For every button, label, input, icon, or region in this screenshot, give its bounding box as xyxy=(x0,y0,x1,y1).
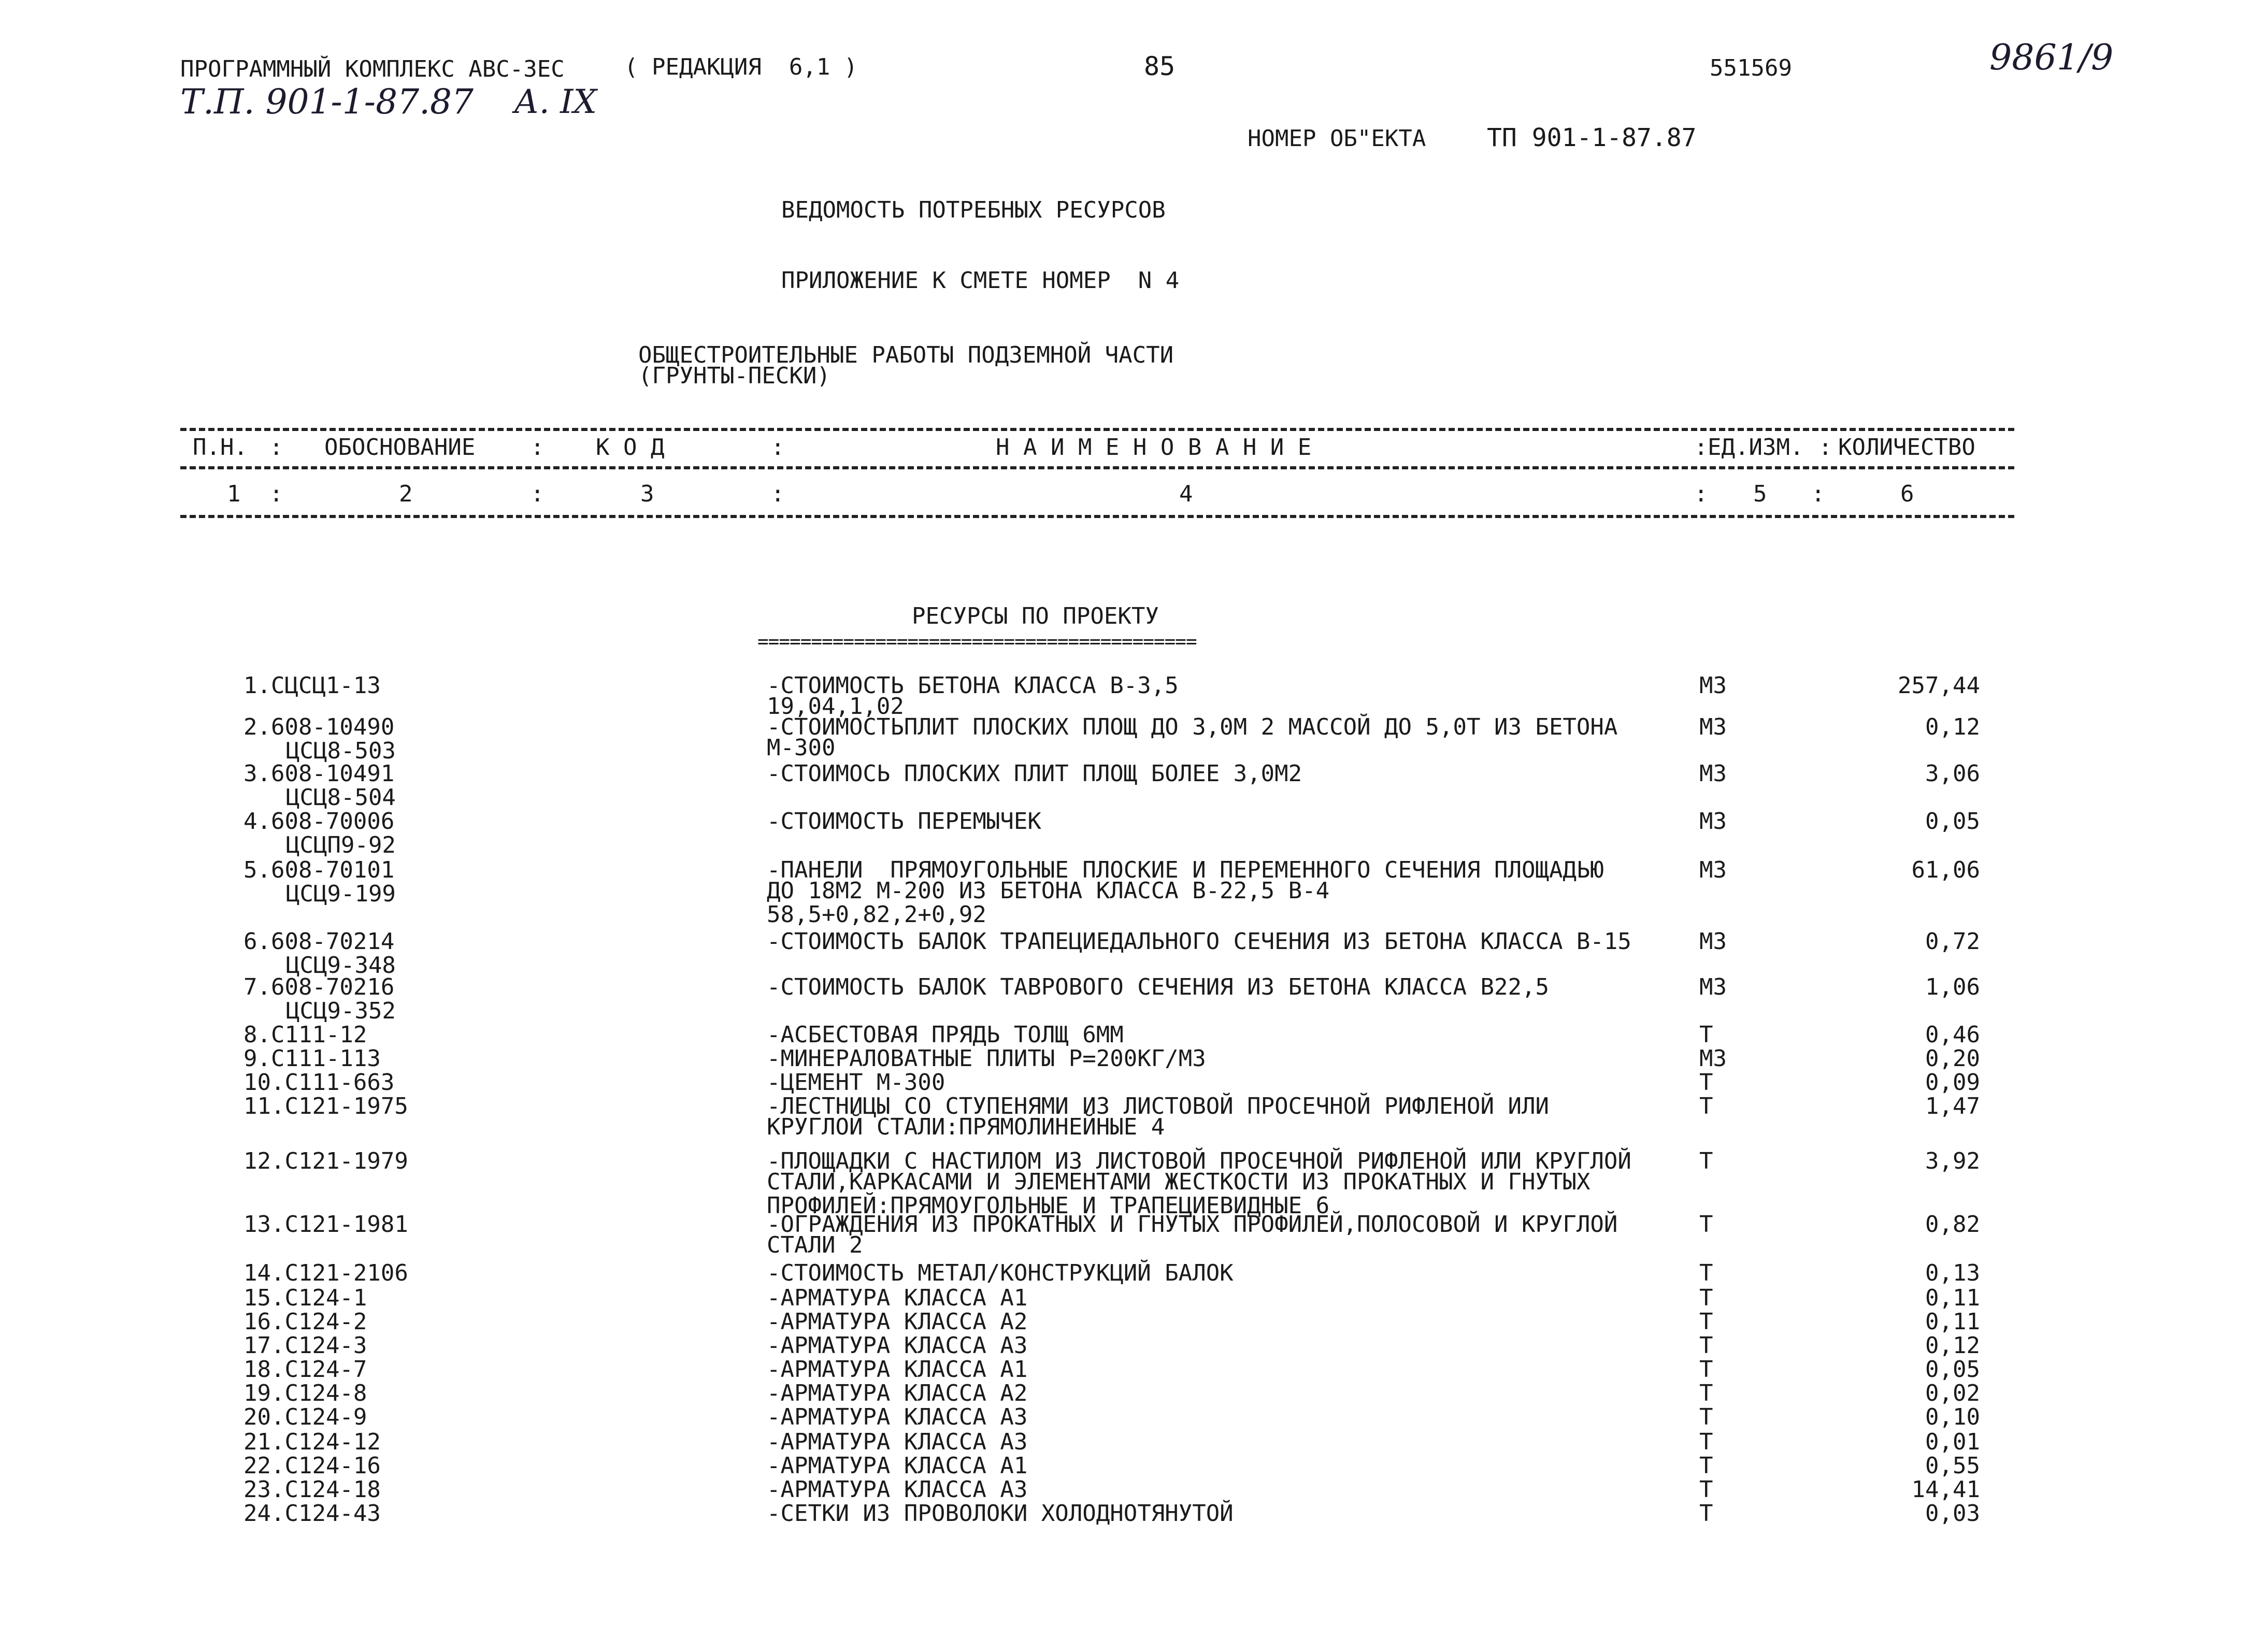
resource-name: -СТОИМОСТЬ ПЕРЕМЫЧЕК xyxy=(767,808,1041,835)
resource-unit: Т xyxy=(1699,1429,1713,1455)
resource-name-cont: КРУГЛОЙ СТАЛИ:ПРЯМОЛИНЕЙНЫЕ 4 xyxy=(767,1114,1165,1140)
resource-unit: Т xyxy=(1699,1453,1713,1479)
resource-unit: Т xyxy=(1699,1404,1713,1430)
resource-code: 2.608-10490 xyxy=(243,714,395,740)
resource-price-code: ЦСЦ9-352 xyxy=(286,998,396,1024)
col-sep: : xyxy=(1694,481,1708,507)
col-number-5: 5 xyxy=(1753,481,1767,507)
table-rule-top xyxy=(180,428,2014,431)
resource-unit: Т xyxy=(1699,1093,1713,1119)
doc-number: 551569 xyxy=(1710,55,1792,81)
col-header-qty: КОЛИЧЕСТВО xyxy=(1838,434,1975,461)
resource-unit: М3 xyxy=(1699,714,1727,740)
resource-unit: Т xyxy=(1699,1380,1713,1406)
resource-code: 17.С124-3 xyxy=(243,1332,367,1359)
resource-quantity: 0,01 xyxy=(1925,1429,1980,1455)
resource-name: -МИНЕРАЛОВАТНЫЕ ПЛИТЫ Р=200КГ/М3 xyxy=(767,1045,1206,1072)
resource-quantity: 1,06 xyxy=(1925,974,1980,1000)
resource-quantity: 0,09 xyxy=(1925,1069,1980,1096)
edition-label: ( РЕДАКЦИЯ 6,1 ) xyxy=(624,54,858,80)
col-header-pn: П.Н. xyxy=(193,434,248,461)
resource-quantity: 0,11 xyxy=(1925,1309,1980,1335)
section-title: РЕСУРСЫ ПО ПРОЕКТУ xyxy=(912,603,1159,629)
col-sep: : xyxy=(1818,434,1832,461)
resource-unit: Т xyxy=(1699,1332,1713,1359)
resource-code: 5.608-70101 xyxy=(243,857,395,883)
resource-unit: Т xyxy=(1699,1309,1713,1335)
resource-price-code: ЦСЦ8-504 xyxy=(286,784,396,811)
resource-name-cont: 58,5+0,82,2+0,92 xyxy=(767,901,986,928)
col-number-4: 4 xyxy=(1179,481,1193,507)
resource-name: -ПАНЕЛИ ПРЯМОУГОЛЬНЫЕ ПЛОСКИЕ И ПЕРЕМЕННОГО СЕЧЕНИЯ ПЛОЩАДЬЮ xyxy=(767,857,1604,883)
table-rule-mid xyxy=(180,466,2014,469)
col-number-6: 6 xyxy=(1900,481,1914,507)
resource-name-cont: ПРОФИЛЕЙ:ПРЯМОУГОЛЬНЫЕ И ТРАПЕЦИЕВИДНЫЕ 6 xyxy=(767,1193,1330,1219)
resource-name: -СТОИМОСЬ ПЛОСКИХ ПЛИТ ПЛОЩ БОЛЕЕ 3,0М2 xyxy=(767,760,1302,787)
resource-name: -ЦЕМЕНТ М-300 xyxy=(767,1069,945,1096)
works-subtitle: (ГРУНТЫ-ПЕСКИ) xyxy=(638,363,830,389)
col-sep: : xyxy=(1694,434,1708,461)
resource-code: 3.608-10491 xyxy=(243,760,395,787)
col-sep: : xyxy=(771,434,785,461)
resource-code: 13.С121-1981 xyxy=(243,1211,408,1238)
resource-code: 22.С124-16 xyxy=(243,1453,381,1479)
resource-quantity: 1,47 xyxy=(1925,1093,1980,1119)
col-sep: : xyxy=(771,481,785,507)
section-underline: ========================================= xyxy=(757,631,1197,652)
resource-unit: М3 xyxy=(1699,928,1727,955)
resource-code: 20.С124-9 xyxy=(243,1404,367,1430)
resource-name: -ПЛОЩАДКИ С НАСТИЛОМ ИЗ ЛИСТОВОЙ ПРОСЕЧНОЙ РИФЛЕНОЙ ИЛИ КРУГЛОЙ xyxy=(767,1148,1631,1174)
handwritten-sheet-number: 9861/9 xyxy=(1989,37,2114,78)
col-sep: : xyxy=(1811,481,1825,507)
handwritten-project-code: Т.П. 901-1-87.87 xyxy=(180,82,474,122)
resource-quantity: 0,10 xyxy=(1925,1404,1980,1430)
resource-code: 19.С124-8 xyxy=(243,1380,367,1406)
resource-name-cont: М-300 xyxy=(767,735,836,761)
resource-unit: Т xyxy=(1699,1211,1713,1238)
resource-code: 12.С121-1979 xyxy=(243,1148,408,1174)
resource-name-cont: ДО 18М2 М-200 ИЗ БЕТОНА КЛАССА В-22,5 В-4 xyxy=(767,878,1330,904)
resource-name: -АРМАТУРА КЛАССА А1 xyxy=(767,1356,1028,1383)
col-sep: : xyxy=(531,434,544,461)
handwritten-album: А. IX xyxy=(514,83,597,121)
document-title: ВЕДОМОСТЬ ПОТРЕБНЫХ РЕСУРСОВ xyxy=(781,197,1166,223)
resource-unit: Т xyxy=(1699,1476,1713,1503)
resource-name: -СТОИМОСТЬ БАЛОК ТРАПЕЦИЕДАЛЬНОГО СЕЧЕНИЯ ИЗ БЕТОНА КЛАССА В-15 xyxy=(767,928,1631,955)
object-value: ТП 901-1-87.87 xyxy=(1487,123,1697,152)
resource-unit: М3 xyxy=(1699,760,1727,787)
table-rule-bottom xyxy=(180,515,2014,518)
resource-quantity: 0,12 xyxy=(1925,714,1980,740)
resource-quantity: 0,02 xyxy=(1925,1380,1980,1406)
resource-quantity: 0,82 xyxy=(1925,1211,1980,1238)
resource-name-cont: СТАЛИ,КАРКАСАМИ И ЭЛЕМЕНТАМИ ЖЕСТКОСТИ ИЗ ПРОКАТНЫХ И ГНУТЫХ xyxy=(767,1169,1590,1195)
resource-price-code: ЦСЦ9-348 xyxy=(286,952,396,979)
col-header-basis: ОБОСНОВАНИЕ xyxy=(324,434,476,461)
col-number-1: 1 xyxy=(227,481,241,507)
resource-unit: Т xyxy=(1699,1069,1713,1096)
resource-code: 23.С124-18 xyxy=(243,1476,381,1503)
resource-quantity: 61,06 xyxy=(1911,857,1980,883)
object-label: НОМЕР ОБ"ЕКТА xyxy=(1248,125,1426,152)
resource-quantity: 0,55 xyxy=(1925,1453,1980,1479)
col-number-3: 3 xyxy=(640,481,654,507)
resource-unit: М3 xyxy=(1699,1045,1727,1072)
resource-code: 10.С111-663 xyxy=(243,1069,395,1096)
resource-name: -ОГРАЖДЕНИЯ ИЗ ПРОКАТНЫХ И ГНУТЫХ ПРОФИЛЕЙ,ПОЛОСОВОЙ И КРУГЛОЙ xyxy=(767,1211,1618,1238)
resource-unit: Т xyxy=(1699,1260,1713,1286)
resource-code: 9.С111-113 xyxy=(243,1045,381,1072)
resource-quantity: 0,46 xyxy=(1925,1022,1980,1048)
program-name: ПРОГРАММНЫЙ КОМПЛЕКС АВС-3ЕС xyxy=(180,56,565,82)
col-sep: : xyxy=(531,481,544,507)
resource-quantity: 0,05 xyxy=(1925,1356,1980,1383)
resource-quantity: 0,03 xyxy=(1925,1500,1980,1527)
resource-name: -АРМАТУРА КЛАССА А3 xyxy=(767,1476,1028,1503)
resource-price-code: ЦСЦ8-503 xyxy=(286,738,396,764)
resource-name: -СТОИМОСТЬПЛИТ ПЛОСКИХ ПЛОЩ ДО 3,0М 2 МАССОЙ ДО 5,0Т ИЗ БЕТОНА xyxy=(767,714,1618,740)
resource-name: -АРМАТУРА КЛАССА А1 xyxy=(767,1285,1028,1311)
resource-code: 8.С111-12 xyxy=(243,1022,367,1048)
resource-name: -АРМАТУРА КЛАССА А3 xyxy=(767,1404,1028,1430)
resource-quantity: 14,41 xyxy=(1911,1476,1980,1503)
resource-name: -АРМАТУРА КЛАССА А1 xyxy=(767,1453,1028,1479)
resource-name: -ЛЕСТНИЦЫ СО СТУПЕНЯМИ ИЗ ЛИСТОВОЙ ПРОСЕЧНОЙ РИФЛЕНОЙ ИЛИ xyxy=(767,1093,1549,1119)
resource-unit: Т xyxy=(1699,1356,1713,1383)
resource-code: 1.СЦСЦ1-13 xyxy=(243,672,381,699)
resource-quantity: 3,06 xyxy=(1925,760,1980,787)
resource-quantity: 0,20 xyxy=(1925,1045,1980,1072)
resource-name: -АСБЕСТОВАЯ ПРЯДЬ ТОЛЩ 6ММ xyxy=(767,1022,1124,1048)
resource-name: -АРМАТУРА КЛАССА А2 xyxy=(767,1380,1028,1406)
col-header-unit: ЕД.ИЗМ. xyxy=(1708,434,1804,461)
resource-price-code: ЦСЦП9-92 xyxy=(286,832,396,858)
resource-quantity: 0,13 xyxy=(1925,1260,1980,1286)
resource-code: 24.С124-43 xyxy=(243,1500,381,1527)
resource-unit: Т xyxy=(1699,1500,1713,1527)
resource-name-cont: 19,04,1,02 xyxy=(767,693,904,720)
resource-name: -АРМАТУРА КЛАССА А3 xyxy=(767,1429,1028,1455)
resource-code: 7.608-70216 xyxy=(243,974,395,1000)
resource-code: 14.С121-2106 xyxy=(243,1260,408,1286)
resource-quantity: 0,72 xyxy=(1925,928,1980,955)
col-header-code: К О Д xyxy=(596,434,665,461)
col-header-name: Н А И М Е Н О В А Н И Е xyxy=(996,434,1312,461)
resource-name: -СТОИМОСТЬ МЕТАЛ/КОНСТРУКЦИЙ БАЛОК xyxy=(767,1260,1234,1286)
resource-name: -СТОИМОСТЬ БАЛОК ТАВРОВОГО СЕЧЕНИЯ ИЗ БЕТОНА КЛАССА В22,5 xyxy=(767,974,1549,1000)
resource-unit: Т xyxy=(1699,1148,1713,1174)
col-sep: : xyxy=(269,481,283,507)
resource-code: 16.С124-2 xyxy=(243,1309,367,1335)
resource-unit: Т xyxy=(1699,1285,1713,1311)
page-number: 85 xyxy=(1144,51,1176,81)
resource-quantity: 0,05 xyxy=(1925,808,1980,835)
resource-quantity: 0,11 xyxy=(1925,1285,1980,1311)
col-number-2: 2 xyxy=(399,481,413,507)
document-subtitle: ПРИЛОЖЕНИЕ К СМЕТЕ НОМЕР N 4 xyxy=(781,267,1180,294)
resource-code: 4.608-70006 xyxy=(243,808,395,835)
works-title: ОБЩЕСТРОИТЕЛЬНЫЕ РАБОТЫ ПОДЗЕМНОЙ ЧАСТИ xyxy=(638,342,1174,368)
resource-name: -СЕТКИ ИЗ ПРОВОЛОКИ ХОЛОДНОТЯНУТОЙ xyxy=(767,1500,1234,1527)
resource-quantity: 0,12 xyxy=(1925,1332,1980,1359)
resource-quantity: 3,92 xyxy=(1925,1148,1980,1174)
resource-unit: М3 xyxy=(1699,974,1727,1000)
resource-unit: М3 xyxy=(1699,857,1727,883)
resource-code: 15.С124-1 xyxy=(243,1285,367,1311)
resource-code: 21.С124-12 xyxy=(243,1429,381,1455)
resource-name: -АРМАТУРА КЛАССА А2 xyxy=(767,1309,1028,1335)
resource-code: 11.С121-1975 xyxy=(243,1093,408,1119)
resource-name: -АРМАТУРА КЛАССА А3 xyxy=(767,1332,1028,1359)
resource-name: -СТОИМОСТЬ БЕТОНА КЛАССА В-3,5 xyxy=(767,672,1179,699)
resource-code: 6.608-70214 xyxy=(243,928,395,955)
col-sep: : xyxy=(269,434,283,461)
resource-code: 18.С124-7 xyxy=(243,1356,367,1383)
resource-unit: Т xyxy=(1699,1022,1713,1048)
resource-price-code: ЦСЦ9-199 xyxy=(286,881,396,907)
resource-unit: М3 xyxy=(1699,672,1727,699)
resource-unit: М3 xyxy=(1699,808,1727,835)
resource-name-cont: СТАЛИ 2 xyxy=(767,1232,863,1258)
resource-quantity: 257,44 xyxy=(1898,672,1980,699)
